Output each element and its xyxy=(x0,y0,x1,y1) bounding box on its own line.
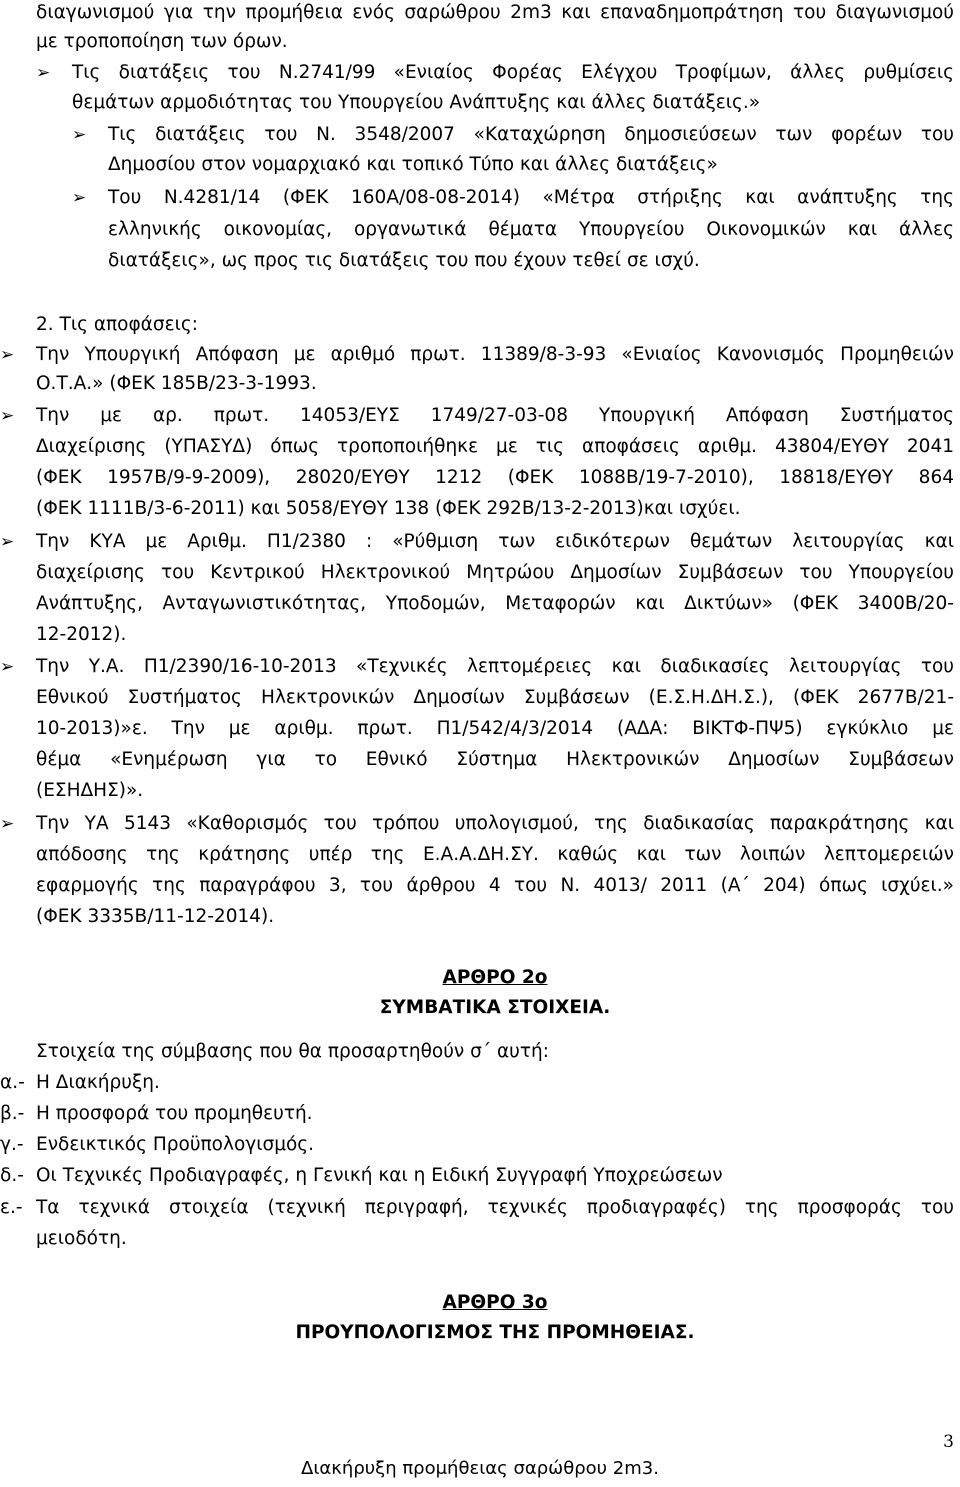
list-item: Η προσφορά του προμηθευτή. xyxy=(36,1103,313,1124)
text-line: Διαχείρισης (ΥΠΑΣΥΔ) όπως τροποποιήθηκε με τις αποφάσεις αριθμ. 43804/ΕΥΘΥ 2041 xyxy=(36,436,954,457)
text-line: Ανάπτυξης, Ανταγωνιστικότητας, Υποδομών, Μεταφορών και Δικτύων» (ΦΕΚ 3400Β/20- xyxy=(36,593,954,614)
page-number: 3 xyxy=(943,1432,954,1452)
text-line: (ΦΕΚ 1957Β/9-9-2009), 28020/ΕΥΘΥ 1212 (ΦΕΚ 1088Β/19-7-2010), 18818/ΕΥΘΥ 864 xyxy=(36,467,954,488)
text-line: 10-2013)»ε. Την με αριθμ. πρωτ. Π1/542/4/3/2014 (ΑΔΑ: ΒΙΚΤΦ-ΠΨ5) εγκύκλιο με xyxy=(36,718,954,739)
text-line: (ΦΕΚ 1111Β/3-6-2011) και 5058/ΕΥΘΥ 138 (ΦΕΚ 292Β/13-2-2013)και ισχύει. xyxy=(36,498,741,519)
list-item-continuation: μειοδότη. xyxy=(36,1228,127,1249)
text-line: διαγωνισμού για την προμήθεια ενός σαρώθρου 2m3 και επαναδημοπράτηση του διαγωνισμού xyxy=(36,2,954,23)
bullet-icon: ➢ xyxy=(0,345,15,365)
text-line: Τις διατάξεις του Ν.2741/99 «Ενιαίος Φορέας Ελέγχου Τροφίμων, άλλες ρυθμίσεις xyxy=(72,62,954,83)
text-line: Δημοσίου στον νομαρχιακό και τοπικό Τύπο και άλλες διατάξεις» xyxy=(108,154,718,175)
text-line: διατάξεις», ως προς τις διατάξεις του που έχουν τεθεί σε ισχύ. xyxy=(108,250,700,271)
text-line: (ΕΣΗΔΗΣ)». xyxy=(36,780,144,801)
list-item-label: α.- xyxy=(0,1072,25,1093)
text-line: Του Ν.4281/14 (ΦΕΚ 160Α/08-08-2014) «Μέτρα στήριξης και ανάπτυξης της xyxy=(108,187,954,208)
text-line: Την Υ.Α. Π1/2390/16-10-2013 «Τεχνικές λεπτομέρειες και διαδικασίες λειτουργίας του xyxy=(36,656,954,677)
text-line: απόδοσης της κράτησης υπέρ της Ε.Α.Α.ΔΗ.ΣΥ. καθώς και των λοιπών λεπτομερειών xyxy=(36,844,954,865)
article-3-subheading: ΠΡΟΥΠΟΛΟΓΙΣΜΟΣ ΤΗΣ ΠΡΟΜΗΘΕΙΑΣ. xyxy=(295,1322,695,1343)
bullet-icon: ➢ xyxy=(72,125,87,145)
text-line: Ο.Τ.Α.» (ΦΕΚ 185Β/23-3-1993. xyxy=(36,373,317,394)
page-footer: Διακήρυξη προμήθειας σαρώθρου 2m3. xyxy=(301,1458,659,1479)
text-line: Την ΚΥΑ με Αριθμ. Π1/2380 : «Ρύθμιση των ειδικότερων θεμάτων λειτουργίας και xyxy=(36,531,954,552)
text-line: διαχείρισης του Κεντρικού Ηλεκτρονικού Μητρώου Δημοσίων Συμβάσεων του Υπουργείου xyxy=(36,562,954,583)
text-line: Εθνικού Συστήματος Ηλεκτρονικών Δημοσίων Συμβάσεων (Ε.Σ.Η.ΔΗ.Σ.), (ΦΕΚ 2677Β/21- xyxy=(36,687,954,708)
bullet-icon: ➢ xyxy=(0,814,15,834)
list-item-label: γ.- xyxy=(0,1134,24,1155)
text-line: Τις διατάξεις του Ν. 3548/2007 «Καταχώρηση δημοσιεύσεων των φορέων του xyxy=(108,124,954,145)
text-line: ελληνικής οικονομίας, οργανωτικά θέματα Υπουργείου Οικονομικών και άλλες xyxy=(108,219,954,240)
text-line: εφαρμογής της παραγράφου 3, του άρθρου 4 του Ν. 4013/ 2011 (Α΄ 204) όπως ισχύει.» xyxy=(36,875,954,896)
text-line: (ΦΕΚ 3335Β/11-12-2014). xyxy=(36,906,275,927)
article-2-intro: Στοιχεία της σύμβασης που θα προσαρτηθούν σ΄ αυτή: xyxy=(36,1041,549,1062)
list-item-label: δ.- xyxy=(0,1165,24,1186)
article-2-heading: ΑΡΘΡΟ 2ο xyxy=(442,967,548,988)
list-item: Οι Τεχνικές Προδιαγραφές, η Γενική και η Ειδική Συγγραφή Υποχρεώσεων xyxy=(36,1165,723,1186)
list-item: Τα τεχνικά στοιχεία (τεχνική περιγραφή, τεχνικές προδιαγραφές) της προσφοράς του xyxy=(36,1197,954,1218)
text-line: με τροποποίηση των όρων. xyxy=(36,31,288,52)
text-line: θέμα «Ενημέρωση για το Εθνικό Σύστημα Ηλεκτρονικών Δημοσίων Συμβάσεων xyxy=(36,749,954,770)
list-item: Ενδεικτικός Προϋπολογισμός. xyxy=(36,1134,315,1155)
text-line: θεμάτων αρμοδιότητας του Υπουργείου Ανάπτυξης και άλλες διατάξεις.» xyxy=(72,92,761,113)
bullet-icon: ➢ xyxy=(0,532,15,552)
bullet-icon: ➢ xyxy=(36,63,51,83)
text-line: Την Υπουργική Απόφαση με αριθμό πρωτ. 11389/8-3-93 «Ενιαίος Κανονισμός Προμηθειών xyxy=(36,344,954,365)
bullet-icon: ➢ xyxy=(0,406,15,426)
list-item-label: β.- xyxy=(0,1103,25,1124)
text-line: 12-2012). xyxy=(36,624,127,645)
list-item: Η Διακήρυξη. xyxy=(36,1072,160,1093)
text-line: Την με αρ. πρωτ. 14053/ΕΥΣ 1749/27-03-08 Υπουργική Απόφαση Συστήματος xyxy=(36,405,954,426)
text-line: Την ΥΑ 5143 «Καθορισμός του τρόπου υπολογισμού, της διαδικασίας παρακράτησης και xyxy=(36,813,954,834)
bullet-icon: ➢ xyxy=(0,657,15,677)
article-3-heading: ΑΡΘΡΟ 3ο xyxy=(442,1292,548,1313)
bullet-icon: ➢ xyxy=(72,188,87,208)
article-2-subheading: ΣΥΜΒΑΤΙΚΑ ΣΤΟΙΧΕΙΑ. xyxy=(379,997,611,1018)
list-item-label: ε.- xyxy=(0,1197,23,1218)
section-heading: 2. Τις αποφάσεις: xyxy=(36,314,198,335)
